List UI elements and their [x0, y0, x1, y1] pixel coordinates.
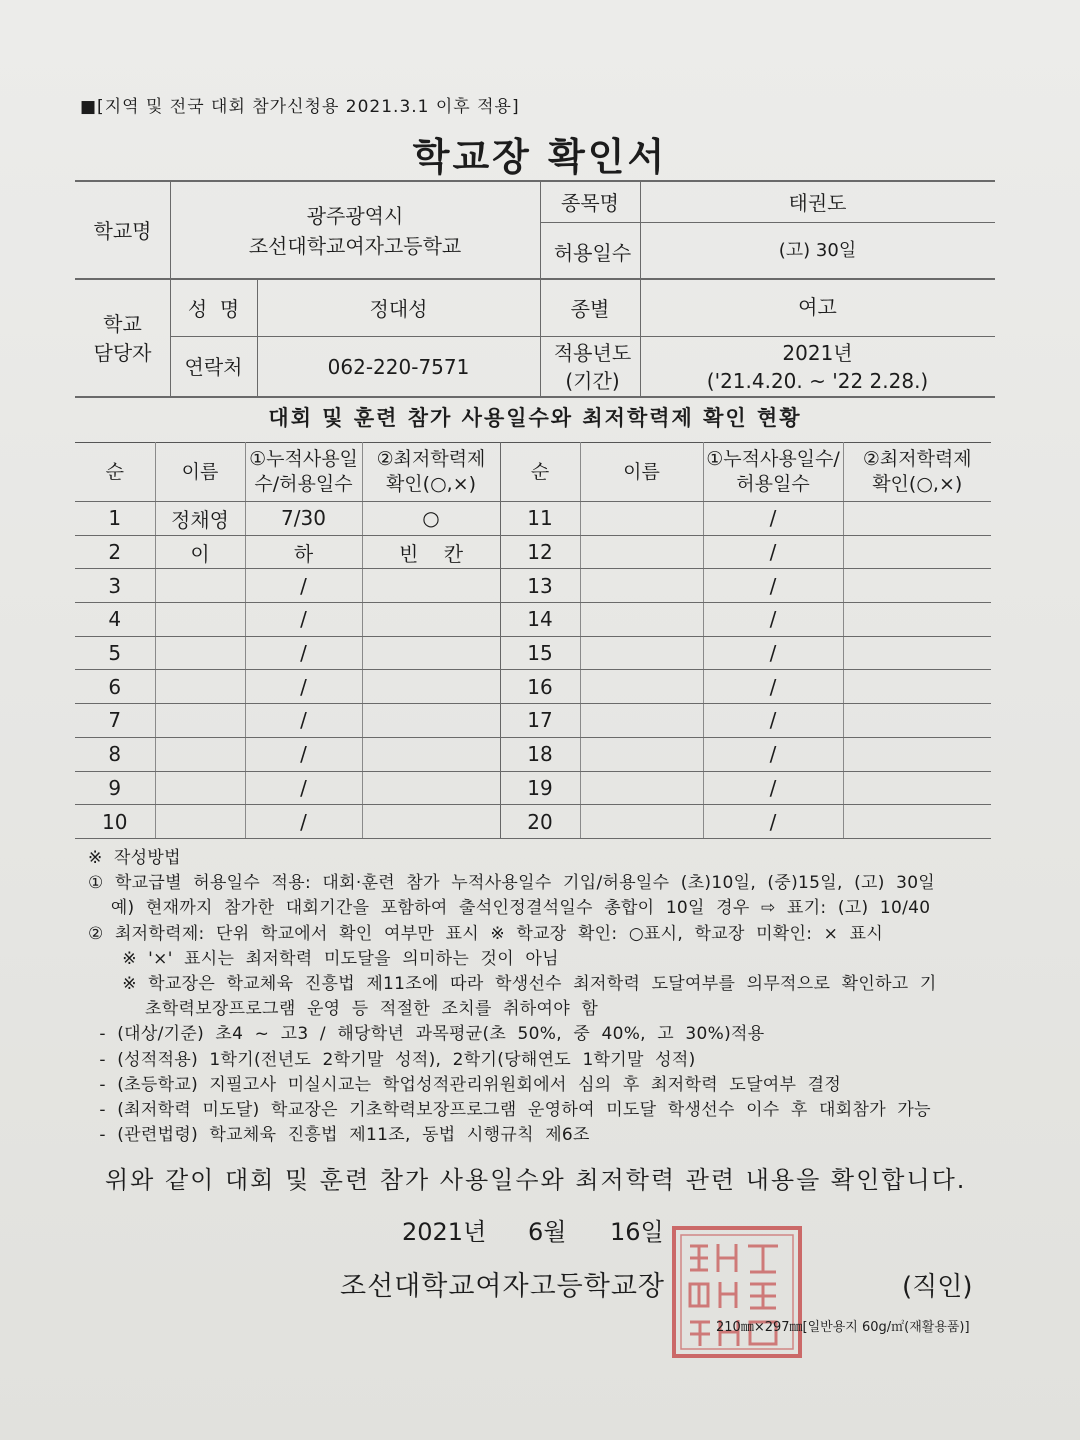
- info-top-border: [75, 180, 995, 182]
- row-no: 3: [75, 569, 155, 603]
- school-label: 학교명: [93, 219, 152, 243]
- row-no: 5: [75, 636, 155, 670]
- row-name-right: [580, 805, 703, 839]
- row-grade: [362, 670, 500, 704]
- row-grade: [362, 569, 500, 603]
- col-header-grade-right: ②최저학력제 확인(○,×): [843, 443, 991, 502]
- instruction-line: 초학력보장프로그램 운영 등 적절한 조치를 취하여야 함: [88, 999, 599, 1020]
- info-divider: [170, 180, 171, 278]
- row-no-right: 14: [500, 603, 580, 637]
- row-grade-right: [843, 603, 991, 637]
- row-days: /: [245, 704, 362, 738]
- row-no-right: 11: [500, 502, 580, 536]
- row-no: 4: [75, 603, 155, 637]
- instruction-line: ② 최저학력제: 단위 학교에서 확인 여부만 표시 ※ 학교장 확인: ○표시, 학교장 미확인: × 표시: [88, 923, 884, 944]
- row-no: 8: [75, 737, 155, 771]
- row-no-right: 18: [500, 737, 580, 771]
- sport-label: 종목명: [561, 191, 619, 215]
- row-days-right: /: [703, 704, 843, 738]
- row-grade-right: [843, 535, 991, 569]
- allowed-days-value: (고) 30일: [778, 240, 857, 261]
- row-name: 정채영: [155, 502, 245, 536]
- contact-label: 연락처: [184, 355, 243, 379]
- row-grade: [362, 704, 500, 738]
- row-days-right: /: [703, 535, 843, 569]
- contact-value: 062-220-7571: [327, 355, 470, 379]
- row-days-right: /: [703, 502, 843, 536]
- table-title: 대회 및 훈련 참가 사용일수와 최저학력제 확인 현황: [268, 406, 802, 430]
- row-days-right: /: [703, 670, 843, 704]
- table-row: [75, 603, 991, 637]
- row-grade-right: [843, 636, 991, 670]
- row-name-right: [580, 670, 703, 704]
- row-no: 6: [75, 670, 155, 704]
- allowed-days-label: 허용일수: [553, 241, 632, 265]
- school-name-line2: 조선대학교여자고등학교: [248, 234, 462, 258]
- row-no-right: 20: [500, 805, 580, 839]
- col-header-no: 순: [75, 443, 155, 502]
- row-days-right: /: [703, 603, 843, 637]
- row-no: 9: [75, 771, 155, 805]
- row-name-right: [580, 636, 703, 670]
- row-no-right: 12: [500, 535, 580, 569]
- row-days: /: [245, 636, 362, 670]
- row-days: /: [245, 737, 362, 771]
- year-value-line2: ('21.4.20. ~ '22 2.28.): [706, 369, 929, 393]
- col-header-no-right: 순: [500, 443, 580, 502]
- row-name-right: [580, 502, 703, 536]
- instruction-line: ※ '×' 표시는 최저학력 미도달을 의미하는 것이 아님: [88, 948, 559, 969]
- instruction-line: ※ 작성방법: [88, 848, 181, 868]
- row-name-right: [580, 569, 703, 603]
- row-name: [155, 771, 245, 805]
- row-name: [155, 636, 245, 670]
- official-seal-stamp: [668, 1222, 806, 1362]
- info-divider: [75, 396, 995, 398]
- row-no: 7: [75, 704, 155, 738]
- row-days: /: [245, 771, 362, 805]
- table-row: [75, 771, 991, 805]
- year-value-line1: 2021년: [782, 341, 853, 365]
- row-days: 하: [245, 535, 362, 569]
- row-days-right: /: [703, 805, 843, 839]
- info-divider: [540, 222, 995, 223]
- row-grade-right: [843, 569, 991, 603]
- row-name-right: [580, 771, 703, 805]
- row-no-right: 15: [500, 636, 580, 670]
- row-grade-right: [843, 737, 991, 771]
- info-divider: [170, 336, 995, 337]
- table-row: [75, 636, 991, 670]
- table-row: [75, 737, 991, 771]
- row-days-right: /: [703, 636, 843, 670]
- row-no-right: 17: [500, 704, 580, 738]
- row-grade: [362, 603, 500, 637]
- row-no-right: 13: [500, 569, 580, 603]
- year-label-line1: 적용년도: [553, 341, 632, 365]
- instruction-line: ① 학교급별 허용일수 적용: 대회·훈련 참가 누적사용일수 기입/허용일수 (초)10일, (중)15일, (고) 30일: [88, 873, 936, 894]
- table-row: [75, 502, 991, 536]
- staff-label-line2: 담당자: [93, 341, 152, 365]
- row-grade: [362, 771, 500, 805]
- col-header-name: 이름: [155, 443, 245, 502]
- instruction-line: ※ 학교장은 학교체육 진흥법 제11조에 따라 학생선수 최저학력 도달여부를 의무적으로 확인하고 기: [88, 974, 937, 995]
- date-year: 2021년: [402, 1218, 487, 1246]
- row-days-right: /: [703, 737, 843, 771]
- date-day: 16일: [610, 1218, 664, 1246]
- year-label-line2: (기간): [565, 369, 620, 393]
- category-value: 여고: [798, 295, 837, 319]
- col-header-grade: ②최저학력제 확인(○,×): [362, 443, 500, 502]
- row-days: /: [245, 805, 362, 839]
- school-name-line1: 광주광역시: [306, 204, 404, 228]
- row-grade: ○: [362, 502, 500, 536]
- row-grade: [362, 737, 500, 771]
- instruction-line: - (성적적용) 1학기(전년도 2학기말 성적), 2학기(당해연도 1학기말 성적): [88, 1049, 696, 1070]
- row-days-right: /: [703, 569, 843, 603]
- row-grade-right: [843, 502, 991, 536]
- row-grade: [362, 636, 500, 670]
- info-divider: [75, 278, 995, 280]
- col-header-days-right: ①누적사용일수/ 허용일수: [703, 443, 843, 502]
- sport-value: 태권도: [788, 191, 847, 215]
- row-days: 7/30: [245, 502, 362, 536]
- row-name: [155, 603, 245, 637]
- row-grade-right: [843, 771, 991, 805]
- row-name: [155, 704, 245, 738]
- seal-mark-label: (직인): [902, 1272, 973, 1302]
- row-days-right: /: [703, 771, 843, 805]
- row-no: 1: [75, 502, 155, 536]
- row-name: [155, 805, 245, 839]
- staff-label-line1: 학교: [103, 312, 142, 336]
- instruction-line: - (대상/기준) 초4 ~ 고3 / 해당학년 과목평균(초 50%, 중 40%, 고 30%)적용: [88, 1024, 765, 1045]
- row-grade-right: [843, 704, 991, 738]
- row-grade-right: [843, 670, 991, 704]
- row-no: 2: [75, 535, 155, 569]
- row-no-right: 16: [500, 670, 580, 704]
- col-header-name-right: 이름: [580, 443, 703, 502]
- instruction-line: - (초등학교) 지필고사 미실시교는 학업성적관리위원회에서 심의 후 최저학력 도달여부 결정: [88, 1074, 842, 1095]
- date-month: 6월: [528, 1218, 567, 1246]
- participation-table: [75, 442, 991, 839]
- row-grade: [362, 805, 500, 839]
- confirmation-statement: 위와 같이 대회 및 훈련 참가 사용일수와 최저학력 관련 내용을 확인합니다.: [105, 1166, 967, 1194]
- row-days: /: [245, 670, 362, 704]
- col-header-days: ①누적사용일 수/허용일수: [245, 443, 362, 502]
- principal-title: 조선대학교여자고등학교장: [340, 1271, 665, 1302]
- row-grade-right: [843, 805, 991, 839]
- row-grade: 빈 칸: [362, 535, 500, 569]
- row-name-right: [580, 535, 703, 569]
- name-label: 성 명: [187, 297, 240, 321]
- row-name-right: [580, 737, 703, 771]
- table-row: [75, 805, 991, 839]
- row-no-right: 19: [500, 771, 580, 805]
- row-days: /: [245, 603, 362, 637]
- row-name-right: [580, 704, 703, 738]
- writing-instructions: [88, 846, 988, 1148]
- table-row: [75, 535, 991, 569]
- header-note: ■[지역 및 전국 대회 참가신청용 2021.3.1 이후 적용]: [80, 97, 520, 117]
- table-row: [75, 670, 991, 704]
- row-name: 이: [155, 535, 245, 569]
- row-name-right: [580, 603, 703, 637]
- table-row: [75, 704, 991, 738]
- name-value: 정대성: [369, 297, 428, 321]
- row-name: [155, 737, 245, 771]
- page-title: 학교장 확인서: [412, 135, 668, 179]
- row-no: 10: [75, 805, 155, 839]
- paper-spec-footer: 210㎜×297㎜[일반용지 60g/㎡(재활용품)]: [716, 1320, 970, 1335]
- instruction-line: 예) 현재까지 참가한 대회기간을 포함하여 출석인정결석일수 총합이 10일 경우 ⇨ 표기: (고) 10/40: [88, 898, 931, 919]
- table-row: [75, 569, 991, 603]
- instruction-line: - (관련법령) 학교체육 진흥법 제11조, 동법 시행규칙 제6조: [88, 1125, 590, 1146]
- category-label: 종별: [570, 297, 610, 321]
- row-name: [155, 569, 245, 603]
- row-days: /: [245, 569, 362, 603]
- instruction-line: - (최저학력 미도달) 학교장은 기초학력보장프로그램 운영하여 미도달 학생선수 이수 후 대회참가 가능: [88, 1100, 931, 1121]
- table-header-row: [75, 443, 991, 502]
- row-name: [155, 670, 245, 704]
